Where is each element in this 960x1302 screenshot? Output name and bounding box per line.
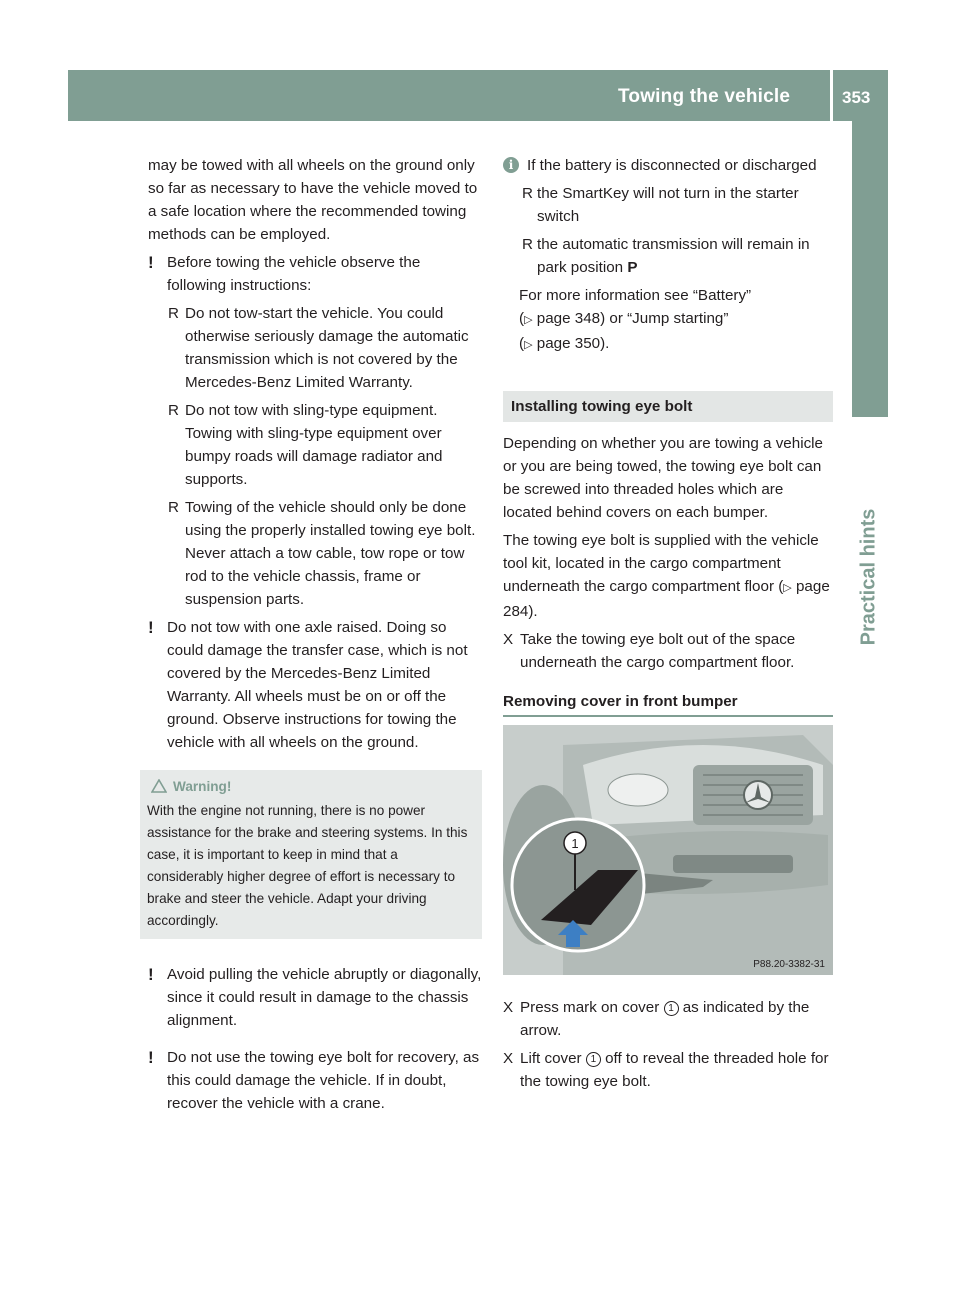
note-text: Do not use the towing eye bolt for recovery, as this could damage the vehicle. If in doubt, recover the vehicle with a crane. (167, 1049, 480, 1112)
side-tab-text: Practical hints (857, 508, 880, 646)
info-more-text: ) or “Jump starting” (600, 310, 729, 327)
step-text: Press mark on cover (520, 999, 660, 1016)
section-heading: Installing towing eye bolt (503, 391, 833, 422)
note-text: Avoid pulling the vehicle abruptly or diagonally, since it could result in damage to the chassis alignment. (167, 966, 482, 1029)
list-item-text: Towing of the vehicle should only be done using the properly installed towing eye bolt. Never attach a tow cable, tow rope or tow rod to the vehicle chassis, frame or suspension parts. (185, 499, 476, 608)
warning-title: Warning! (173, 779, 232, 794)
step-text: Take the towing eye bolt out of the space underneath the cargo compartment floor. (520, 631, 796, 671)
list-item-text: the automatic transmission will remain in park position (537, 236, 810, 276)
note-before-towing (148, 251, 482, 297)
figure-callout-number: 1 (571, 836, 579, 851)
bullet-icon: R (522, 185, 533, 202)
info-battery (503, 154, 833, 177)
paragraph-text: The towing eye bolt is supplied with the vehicle tool kit, located in the cargo compartment underneath the cargo compartment floor ( (503, 532, 819, 595)
callout-number-icon: 1 (586, 1052, 601, 1067)
section-paragraph: Depending on whether you are towing a vehicle or you are being towed, the towing eye bolt can be screwed into threaded holes which are located behind covers on each bumper. (503, 435, 823, 521)
instruction-step (503, 628, 833, 674)
note-text: Before towing the vehicle observe the following instructions: (167, 254, 421, 294)
info-icon: i (503, 157, 519, 173)
note-one-axle (148, 616, 482, 754)
caution-mark-icon: ! (148, 253, 154, 272)
bullet-icon: R (168, 305, 179, 322)
list-item (148, 399, 482, 491)
warning-box (140, 770, 482, 939)
info-more-text: ( (519, 310, 525, 327)
header-divider (830, 70, 833, 121)
figure-code: P88.20-3382-31 (753, 959, 825, 970)
paragraph-text: ). (528, 603, 538, 620)
warning-header (147, 776, 475, 798)
list-item-text: Do not tow-start the vehicle. You could otherwise seriously damage the automatic transmission which is not covered by the Mercedes-Benz Limited Warranty. (185, 305, 469, 391)
info-more-text: ( (519, 335, 525, 352)
list-item (519, 182, 833, 228)
park-position-letter: P (627, 259, 638, 276)
page-title: Towing the vehicle (618, 86, 791, 107)
instruction-step (503, 1047, 833, 1093)
warning-triangle-icon (151, 779, 167, 793)
step-text: as indicated by the arrow. (520, 999, 810, 1039)
step-marker-icon: X (503, 999, 514, 1016)
page-ref-arrow-icon: ▷ (524, 314, 533, 326)
list-item (148, 496, 482, 611)
caution-mark-icon: ! (148, 965, 154, 984)
step-marker-icon: X (503, 631, 514, 648)
tool-kit-paragraph (503, 529, 833, 623)
page-ref-link[interactable]: page 348 (536, 310, 601, 327)
note-recovery (148, 1046, 482, 1115)
info-text: If the battery is disconnected or discharged (527, 157, 817, 174)
page-ref-arrow-icon: ▷ (783, 582, 792, 594)
page-ref-link[interactable]: page 350 (536, 335, 601, 352)
caution-mark-icon: ! (148, 618, 154, 637)
page-ref-arrow-icon: ▷ (524, 339, 533, 351)
instruction-step (503, 996, 833, 1042)
bullet-icon: R (168, 402, 179, 419)
bullet-icon: R (168, 499, 179, 516)
step-text: off to reveal the threaded hole for the towing eye bolt. (520, 1050, 829, 1090)
callout-number-icon: 1 (664, 1001, 679, 1016)
left-column (148, 154, 482, 1120)
bumper-cover-illustration (503, 725, 833, 975)
info-more (519, 284, 833, 357)
subsection-heading: Removing cover in front bumper (503, 690, 833, 717)
caution-mark-icon: ! (148, 1048, 154, 1067)
bullet-icon: R (522, 236, 533, 253)
info-more-text: ). (600, 335, 610, 352)
warning-text: With the engine not running, there is no power assistance for the brake and steering systems. In this case, it is important to keep in mind that a considerably higher degree of effort is necessary to brake and steer the vehicle. Adapt your driving accordingly. (147, 803, 468, 928)
list-item-text: the SmartKey will not turn in the starter switch (537, 185, 799, 225)
right-column (503, 154, 833, 1098)
info-more-text: For more information see “Battery” (519, 287, 752, 304)
page-number: 353 (842, 88, 871, 107)
side-tab-marker (852, 121, 888, 417)
step-text: Lift cover (520, 1050, 582, 1067)
list-item-text: Do not tow with sling-type equipment. Towing with sling-type equipment over bumpy roads will damage radiator and supports. (185, 402, 443, 488)
note-avoid-pulling (148, 963, 482, 1032)
step-marker-icon: X (503, 1050, 514, 1067)
side-tab-label (847, 427, 891, 727)
list-item (519, 233, 833, 279)
list-item (148, 302, 482, 394)
page-ref-link[interactable]: page 284 (503, 578, 830, 620)
intro-paragraph: may be towed with all wheels on the ground only so far as necessary to have the vehicle moved to a safe location where the recommended towing methods can be employed. (148, 157, 478, 243)
note-text: Do not tow with one axle raised. Doing so could damage the transfer case, which is not covered by the Mercedes-Benz Limited Warranty. All wheels must be on or off the ground. Observe instructions for towing the vehicle with all wheels on the ground. (167, 619, 468, 751)
